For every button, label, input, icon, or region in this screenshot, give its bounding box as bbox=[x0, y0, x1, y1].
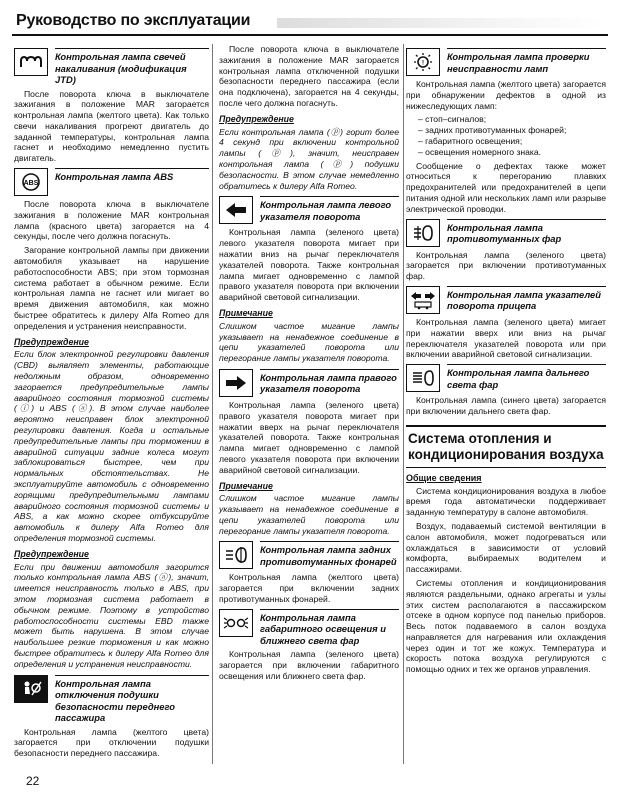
page-header bbox=[12, 8, 608, 36]
airbag-warning-title: Предупреждение bbox=[219, 113, 294, 124]
abs-text-2: Загорание контрольной лампы при движении автомобиля указывает на нарушение работоспособности ABS; при этом тормозная система работает в обычном режиме. Если контрольная лампа не гаснет или мигает во время движения автомобиля, как можно быстрее обратитесь к дилеру Alfa Romeo для определения и устранения неисправности. bbox=[14, 245, 209, 331]
abs-text-1: После поворота ключа в выключателе зажигания в положение MAR контрольная лампа (красного цвета) загорается на 4 секунды, после чего должна погаснуть. bbox=[14, 199, 209, 242]
trailer-turn-lamp-title: Контрольная лампа указателей поворота прицепа bbox=[447, 286, 606, 312]
general-text-3: Системы отопления и кондиционирования являются раздельными, однако агрегаты и узлы этих систем располагаются в пассажирском отсеке в одном корпусе под панелью приборов. Весь поток подаваемого в салон воздуха направляется для нагревания или охлаждения через один и тот же кожух. Температура и скорость потока воздуха регулируются с помощью одних и тех же органов управления. bbox=[406, 577, 606, 675]
column-1 bbox=[14, 44, 209, 762]
abs-lamp-block bbox=[14, 168, 209, 196]
high-beam-lamp-title: Контрольная лампа дальнего света фар bbox=[447, 364, 606, 390]
note-1-title: Примечание bbox=[219, 307, 273, 318]
rear-fog-lamp-title: Контрольная лампа задних противотуманных фонарей bbox=[260, 541, 399, 567]
airbag-off-icon bbox=[14, 675, 48, 703]
side-lights-text: Контрольная лампа (зеленого цвета) загорается при включении габаритного освещения или ближнего света фар. bbox=[219, 649, 399, 681]
right-turn-lamp-title: Контрольная лампа правого указателя поворота bbox=[260, 369, 399, 395]
column-2 bbox=[219, 44, 399, 685]
abs-warning-2-text: Если при движении автомобиля загорится только контрольная лампа ABS (ⓐ), значит, имеется неисправность только в ABS, при этом тормозная система работает в обычном режиме. Поэтому в устройство работоспособности системы EBD также может быть нарушена. В этом случае наибольшее резкие торможения и как можно быстрее обратитесь к дилеру Alfa Romeo для определения и устранения неисправности. bbox=[14, 561, 209, 669]
high-beam-lamp-block bbox=[406, 364, 606, 392]
rear-fog-text: Контрольная лампа (желтого цвета) загорается при включении задних противотуманных фонарей. bbox=[219, 572, 399, 605]
left-turn-lamp-title: Контрольная лампа левого указателя поворота bbox=[260, 196, 399, 222]
side-lights-lamp-block bbox=[219, 609, 399, 647]
column-3 bbox=[406, 44, 606, 678]
glow-plug-coil-icon bbox=[14, 48, 48, 76]
trailer-turn-icon bbox=[406, 286, 440, 314]
airbag-text-continued: После поворота ключа в выключателе зажигания в положение MAR загорается контрольная лампа отключенной подушки безопасности переднего пассажира (если она подключена), загорается на 4 секунды, после чего должна погаснуть. bbox=[219, 44, 399, 108]
glow-plug-lamp-title: Контрольная лампа свечей накаливания (модификация JTD) bbox=[55, 48, 209, 86]
list-item: – задних противотуманных фонарей; bbox=[418, 125, 606, 136]
list-item: – стоп–сигналов; bbox=[418, 114, 606, 125]
airbag-text: Контрольная лампа (желтого цвета) загорается при отключении подушки безопасности переднего пассажира. bbox=[14, 726, 209, 759]
side-lights-lamp-title: Контрольная лампа габаритного освещения и ближнего света фар bbox=[260, 609, 399, 647]
right-turn-lamp-block bbox=[219, 369, 399, 397]
list-item: – освещения номерного знака. bbox=[418, 147, 606, 158]
svg-text:!: ! bbox=[422, 60, 424, 67]
high-beam-text: Контрольная лампа (синего цвета) загорается при включении дальнего света фар. bbox=[406, 395, 606, 416]
note-1-text: Слишком частое мигание лампы указывает на ненадежное соединение в цепи указателей поворота или перегорание лампы указателя поворота. bbox=[219, 320, 399, 364]
airbag-lamp-title: Контрольная лампа отключения подушки безопасности переднего пассажира bbox=[55, 675, 209, 724]
rear-fog-lamp-block bbox=[219, 541, 399, 569]
left-turn-lamp-block bbox=[219, 196, 399, 224]
abs-warning-1-title: Предупреждение bbox=[14, 336, 89, 347]
front-fog-icon bbox=[406, 219, 440, 247]
high-beam-icon bbox=[406, 364, 440, 392]
glow-plug-text: После поворота ключа в выключателе зажигания в положение MAR загорается контрольная лампа (желтого цвета). Как только свечи накаливания прогреют двигатель до заданной температуры, контрольная лампа гаснет и необходимо немедленно пустить двигатель. bbox=[14, 88, 209, 164]
trailer-turn-text: Контрольная лампа (зеленого цвета) мигает при нажатии вверх или вниз на рычаг переключателя указателей поворота или при включении аварийной световой сигнализации. bbox=[406, 316, 606, 360]
right-turn-text: Контрольная лампа (зеленого цвета) правого указателя поворота мигает при нажатии вверх на рычаг переключателя указателей поворота. Также контрольная лампа мигает одновременно с лампой левого указателя поворота при включении аварийной световой сигнализации. bbox=[219, 399, 399, 475]
list-item: – габаритного освещения; bbox=[418, 136, 606, 147]
trailer-turn-lamp-block bbox=[406, 286, 606, 314]
glow-plug-lamp-block bbox=[14, 48, 209, 86]
abs-warning-1-text: Если блок электронной регулировки давления (CBD) выявляет элементы, работающие недолжным образом, одновременно загорается предупредительные лампы аварийного состояния тормозной системы (ⓘ) и ABS (ⓐ). В этом случае наиболее вероятно неисправен блок электронной регулировки давления. Когда и остальные предупредительные лампы при торможении в аварийной ситуации задние колеса могут заблокироваться быстрее, чем при нормальных обстоятельствах. Не эксплуатируйте автомобиль с одновременно горящими предупредительными лампами аварийного состояния тормозной системы и ABS, а как можно скорее отбуксируйте автомобиль к дилеру Alfa Romeo для определения тормозной системы. bbox=[14, 349, 209, 543]
airbag-lamp-block bbox=[14, 675, 209, 724]
svg-text:ABS: ABS bbox=[23, 180, 39, 188]
front-fog-lamp-title: Контрольная лампа противотуманных фар bbox=[447, 219, 606, 245]
bulb-check-text-2: Сообщение о дефектах также может относиться к перегоранию плавких предохранителей или предохранителей в цепи питания одной или нескольких ламп или разрыве электрической проводки. bbox=[406, 160, 606, 214]
front-fog-text: Контрольная лампа (зеленого цвета) загорается при включении противотуманных фар. bbox=[406, 249, 606, 282]
bulb-check-lamp-title: Контрольная лампа проверки неисправности ламп bbox=[447, 48, 606, 74]
bulb-check-list bbox=[406, 114, 606, 157]
general-text-2: Воздух, подаваемый системой вентиляции в салон автомобиля, может подогреваться или охлаждаться в зависимости от условий комфорта, выбираемых водителем и пассажирами. bbox=[406, 520, 606, 575]
right-arrow-icon bbox=[219, 369, 253, 397]
abs-icon bbox=[14, 168, 48, 196]
abs-lamp-title: Контрольная лампа ABS bbox=[55, 168, 209, 183]
bulb-check-lamp-block bbox=[406, 48, 606, 76]
general-info-heading: Общие сведения bbox=[406, 472, 482, 483]
abs-warning-2-title: Предупреждение bbox=[14, 548, 89, 559]
column-divider-1 bbox=[212, 44, 213, 764]
bulb-check-icon bbox=[406, 48, 440, 76]
side-lights-icon bbox=[219, 609, 253, 637]
page-number: 22 bbox=[26, 774, 40, 788]
general-text-1: Система кондиционирования воздуха в любое время года автоматически поддерживает заданную температуру в салоне автомобиля. bbox=[406, 485, 606, 518]
front-fog-lamp-block bbox=[406, 219, 606, 247]
rear-fog-icon bbox=[219, 541, 253, 569]
note-2-title: Примечание bbox=[219, 480, 273, 491]
left-turn-text: Контрольная лампа (зеленого цвета) левого указателя поворота мигает при нажатии вниз на рычаг переключателя указателей поворота. Также контрольная лампа мигает одновременно с лампой правого указателя поворота при включении аварийной световой сигнализации. bbox=[219, 227, 399, 303]
note-2-text: Слишком частое мигание лампы указывает на ненадежное соединение в цепи указателей поворота или перегорание лампы указателя поворота. bbox=[219, 493, 399, 536]
column-divider-2 bbox=[403, 44, 404, 764]
left-arrow-icon bbox=[219, 196, 253, 224]
section-heading: Система отопления и кондиционирования воздуха bbox=[406, 425, 606, 468]
airbag-warning-text: Если контрольная лампа (ⓟ) горит более 4 секунд при включении контрольной лампы (ⓟ), значит, неисправен контрольная лампа (ⓟ) подушки безопасности. В этом случае немедленно обратитесь к дилеру Alfa Romeo. bbox=[219, 126, 399, 191]
header-gradient-bar bbox=[277, 18, 607, 28]
bulb-check-text-1: Контрольная лампа (желтого цвета) загорается при обнаружении дефектов в одной из нижеследующих ламп: bbox=[406, 79, 606, 111]
page-title: Руководство по эксплуатации bbox=[16, 12, 251, 29]
